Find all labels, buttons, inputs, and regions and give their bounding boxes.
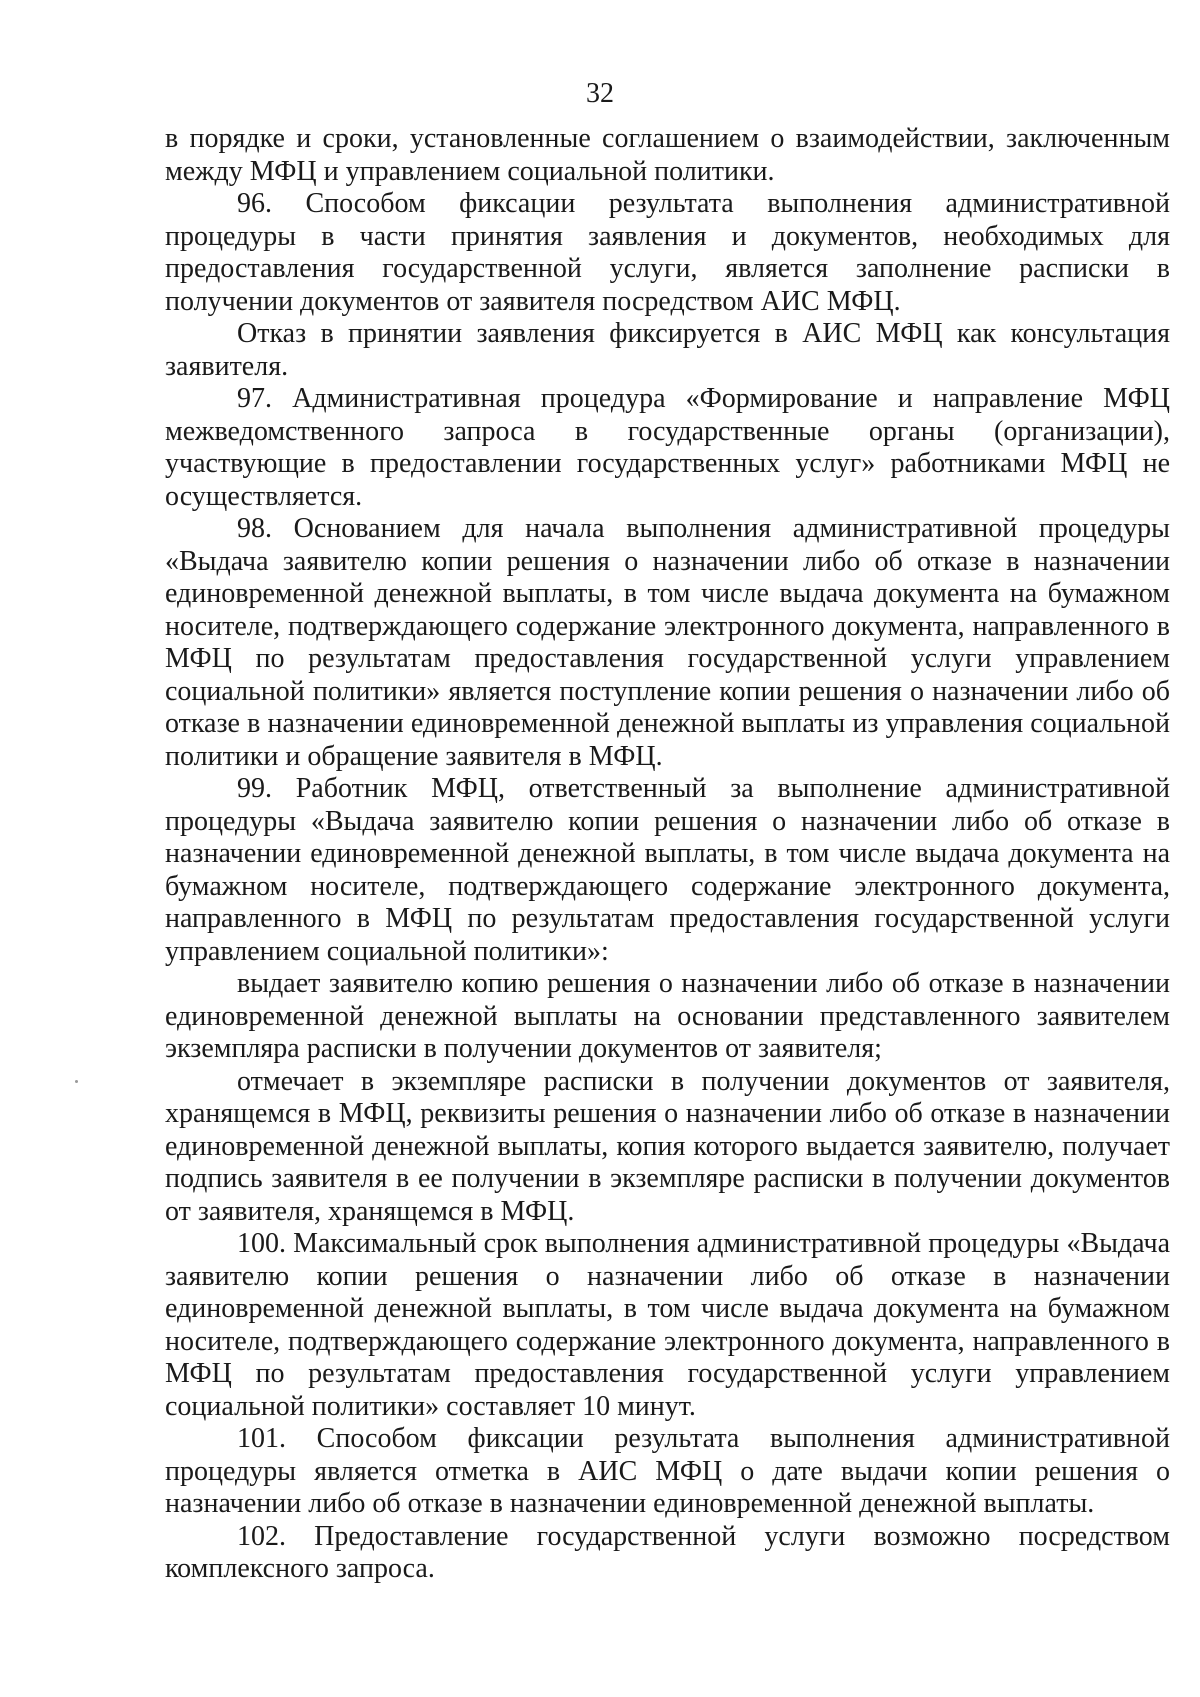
paragraph-99-issue: выдает заявителю копию решения о назначении либо об отказе в назначении единовременной денежной выплаты на основании представленного заявителем экземпляра расписки в получении документов от заявителя;: [165, 968, 1170, 1064]
paragraph-continuation: в порядке и сроки, установленные соглашением о взаимодействии, заключенным между МФЦ и управлением социальной политики.: [165, 123, 1170, 187]
document-body: [165, 123, 1170, 1586]
paragraph-101: 101. Способом фиксации результата выполнения административной процедуры является отметка в АИС МФЦ о дате выдачи копии решения о назначении либо об отказе в назначении единовременной денежной выплаты.: [165, 1423, 1170, 1519]
paragraph-102: 102. Предоставление государственной услуги возможно посредством комплексного запроса.: [165, 1520, 1170, 1584]
paragraph-98: 98. Основанием для начала выполнения административной процедуры «Выдача заявителю копии решения о назначении либо об отказе в назначении единовременной денежной выплаты, в том числе выдача документа на бумажном носителе, подтверждающего содержание электронного документа, направленного в МФЦ по результатам предоставления государственной услуги управлением социальной политики» является поступление копии решения о назначении либо об отказе в назначении единовременной денежной выплаты из управления социальной политики и обращение заявителя в МФЦ.: [165, 513, 1170, 772]
paragraph-97: 97. Административная процедура «Формирование и направление МФЦ межведомственного запроса в государственные органы (организации), участвующие в предоставлении государственных услуг» работниками МФЦ не осуществляется.: [165, 383, 1170, 512]
paragraph-99: 99. Работник МФЦ, ответственный за выполнение административной процедуры «Выдача заявителю копии решения о назначении либо об отказе в назначении единовременной денежной выплаты, в том числе выдача документа на бумажном носителе, подтверждающего содержание электронного документа, направленного в МФЦ по результатам предоставления государственной услуги управлением социальной политики»:: [165, 773, 1170, 967]
paragraph-99-mark: отмечает в экземпляре расписки в получении документов от заявителя, хранящемся в МФЦ, реквизиты решения о назначении либо об отказе в назначении единовременной денежной выплаты, копия которого выдается заявителю, получает подпись заявителя в ее получении в экземпляре расписки в получении документов от заявителя, хранящемся в МФЦ.: [165, 1065, 1170, 1227]
paragraph-100: 100. Максимальный срок выполнения административной процедуры «Выдача заявителю копии решения о назначении либо об отказе в назначении единовременной денежной выплаты, в том числе выдача документа на бумажном носителе, подтверждающего содержание электронного документа, направленного в МФЦ по результатам предоставления государственной услуги управлением социальной политики» составляет 10 минут.: [165, 1228, 1170, 1422]
scan-speck: [75, 1080, 78, 1083]
page-number: 32: [586, 78, 614, 109]
paragraph-96: 96. Способом фиксации результата выполнения административной процедуры в части принятия заявления и документов, необходимых для предоставления государственной услуги, является заполнение расписки в получении документов от заявителя посредством АИС МФЦ.: [165, 188, 1170, 317]
paragraph-96-refusal: Отказ в принятии заявления фиксируется в АИС МФЦ как консультация заявителя.: [165, 318, 1170, 382]
